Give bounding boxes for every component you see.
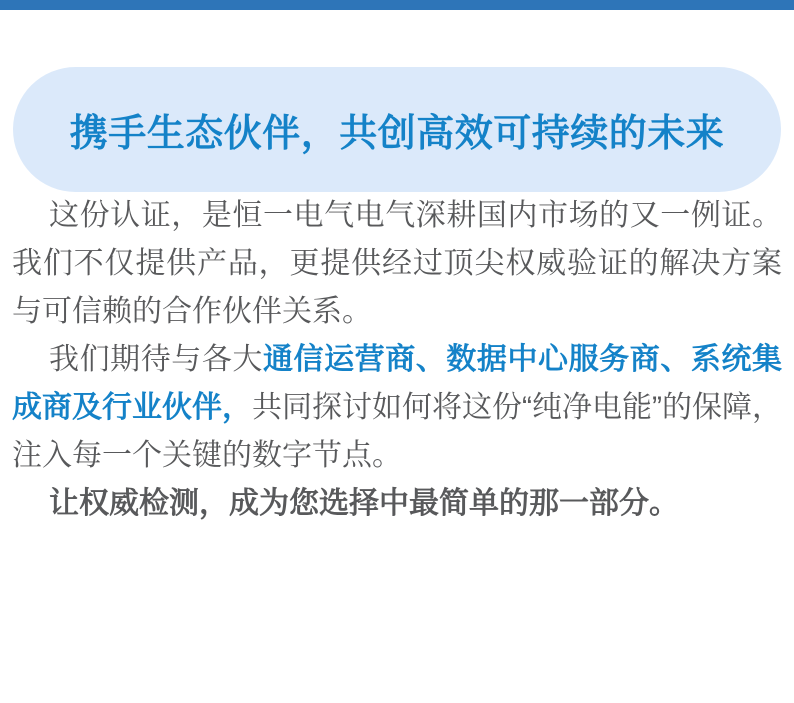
paragraph-closing-bold: 让权威检测，成为您选择中最简单的那一部分。: [49, 487, 679, 520]
paragraph-partners: [12, 336, 782, 480]
section-title-banner: [13, 67, 781, 192]
paragraph-partners-prefix: 我们期待与各大: [49, 343, 263, 376]
paragraph-certification: 这份认证，是恒一电气电气深耕国内市场的又一例证。我们不仅提供产品，更提供经过顶尖权威验证的解决方案与可信赖的合作伙伴关系。: [12, 199, 782, 328]
paragraph-partners-highlight: 通信运营商、数据中心服务商、系统集成商及行业伙伴，: [12, 343, 783, 424]
paragraph-partners-suffix: 共同探讨如何将这份“纯净电能”的保障，注入每一个关键的数字节点。: [12, 391, 783, 472]
body-content: [0, 192, 794, 528]
top-divider-bar: [0, 0, 794, 10]
section-title: 携手生态伙伴，共创高效可持续的未来: [69, 113, 725, 155]
